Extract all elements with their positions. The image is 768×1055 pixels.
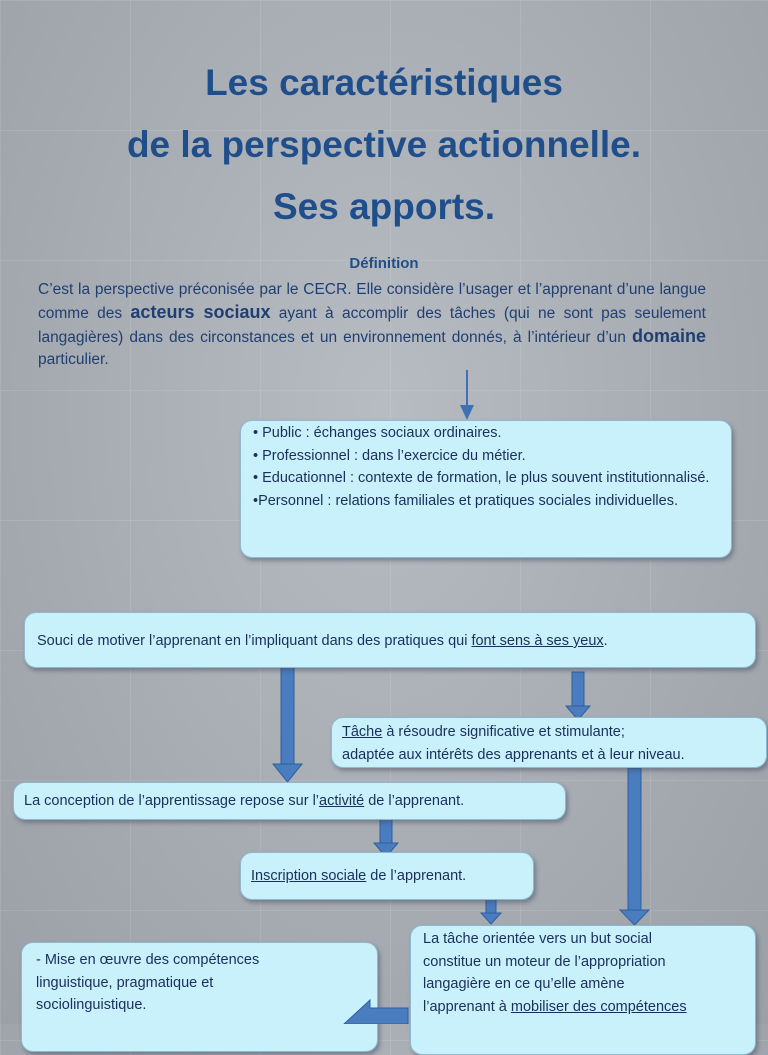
definition-heading: Définition	[349, 255, 419, 272]
title-line-3: Ses apports.	[272, 186, 496, 227]
arrow-souci-to-conception	[273, 666, 302, 782]
souci-box: Souci de motiver l’apprenant en l’impliquant dans des pratiques qui font sens à ses yeux.	[24, 612, 756, 668]
domain-professionnel: • Professionnel : dans l’exercice du métier.	[253, 447, 526, 464]
arrow-tache-to-social	[620, 768, 649, 925]
inscription-box: Inscription sociale de l’apprenant.	[240, 852, 534, 900]
mobiliser-underlined: mobiliser des compétences	[510, 998, 687, 1015]
domain-public: • Public : échanges sociaux ordinaires.	[253, 425, 502, 441]
tache-underlined: Tâche	[342, 724, 383, 740]
arrow-souci-to-tache	[566, 672, 590, 720]
domain-personnel: •Personnel : relations familiales et pratiques sociales individuelles.	[253, 492, 678, 509]
arrow-definition-to-domains	[460, 370, 474, 420]
activite-underlined: activité	[319, 793, 365, 809]
social-box: La tâche orientée vers un but social constitue un moteur de l’appropriation langagière en ce qu’elle amène l’apprenant à mobiliser des compétences	[410, 925, 756, 1055]
font-sens-underlined: font sens à ses yeux	[471, 633, 604, 649]
domaine-highlight: domaine	[631, 326, 706, 346]
tache-box: Tâche à résoudre significative et stimulante; adaptée aux intérêts des apprenants et à leur niveau.	[331, 717, 767, 768]
arrow-conception-to-inscription	[374, 815, 398, 857]
title-line-1: Les caractéristiques	[205, 62, 563, 103]
inscription-sociale-underlined: Inscription sociale	[251, 868, 367, 884]
acteurs-sociaux-highlight: acteurs sociaux	[130, 302, 271, 322]
definition-text: C’est la perspective préconisée par le CECR. Elle considère l’usager et l’apprenant d’une langue comme des acteurs sociaux ayant à accomplir des tâches (qui ne sont pas seulement langagières) dans des circonstances et un environnement donnés, à l’intérieur d’un domaine particulier.	[38, 281, 706, 368]
competences-box: - Mise en œuvre des compétences linguistique, pragmatique et sociolinguistique.	[21, 942, 378, 1052]
domains-box	[240, 420, 732, 558]
title-line-2: de la perspective actionnelle.	[126, 124, 642, 165]
domain-educationnel: • Educationnel : contexte de formation, le plus souvent institutionnalisé.	[253, 470, 710, 486]
conception-box: La conception de l’apprentissage repose sur l’activité de l’apprenant.	[13, 782, 566, 820]
